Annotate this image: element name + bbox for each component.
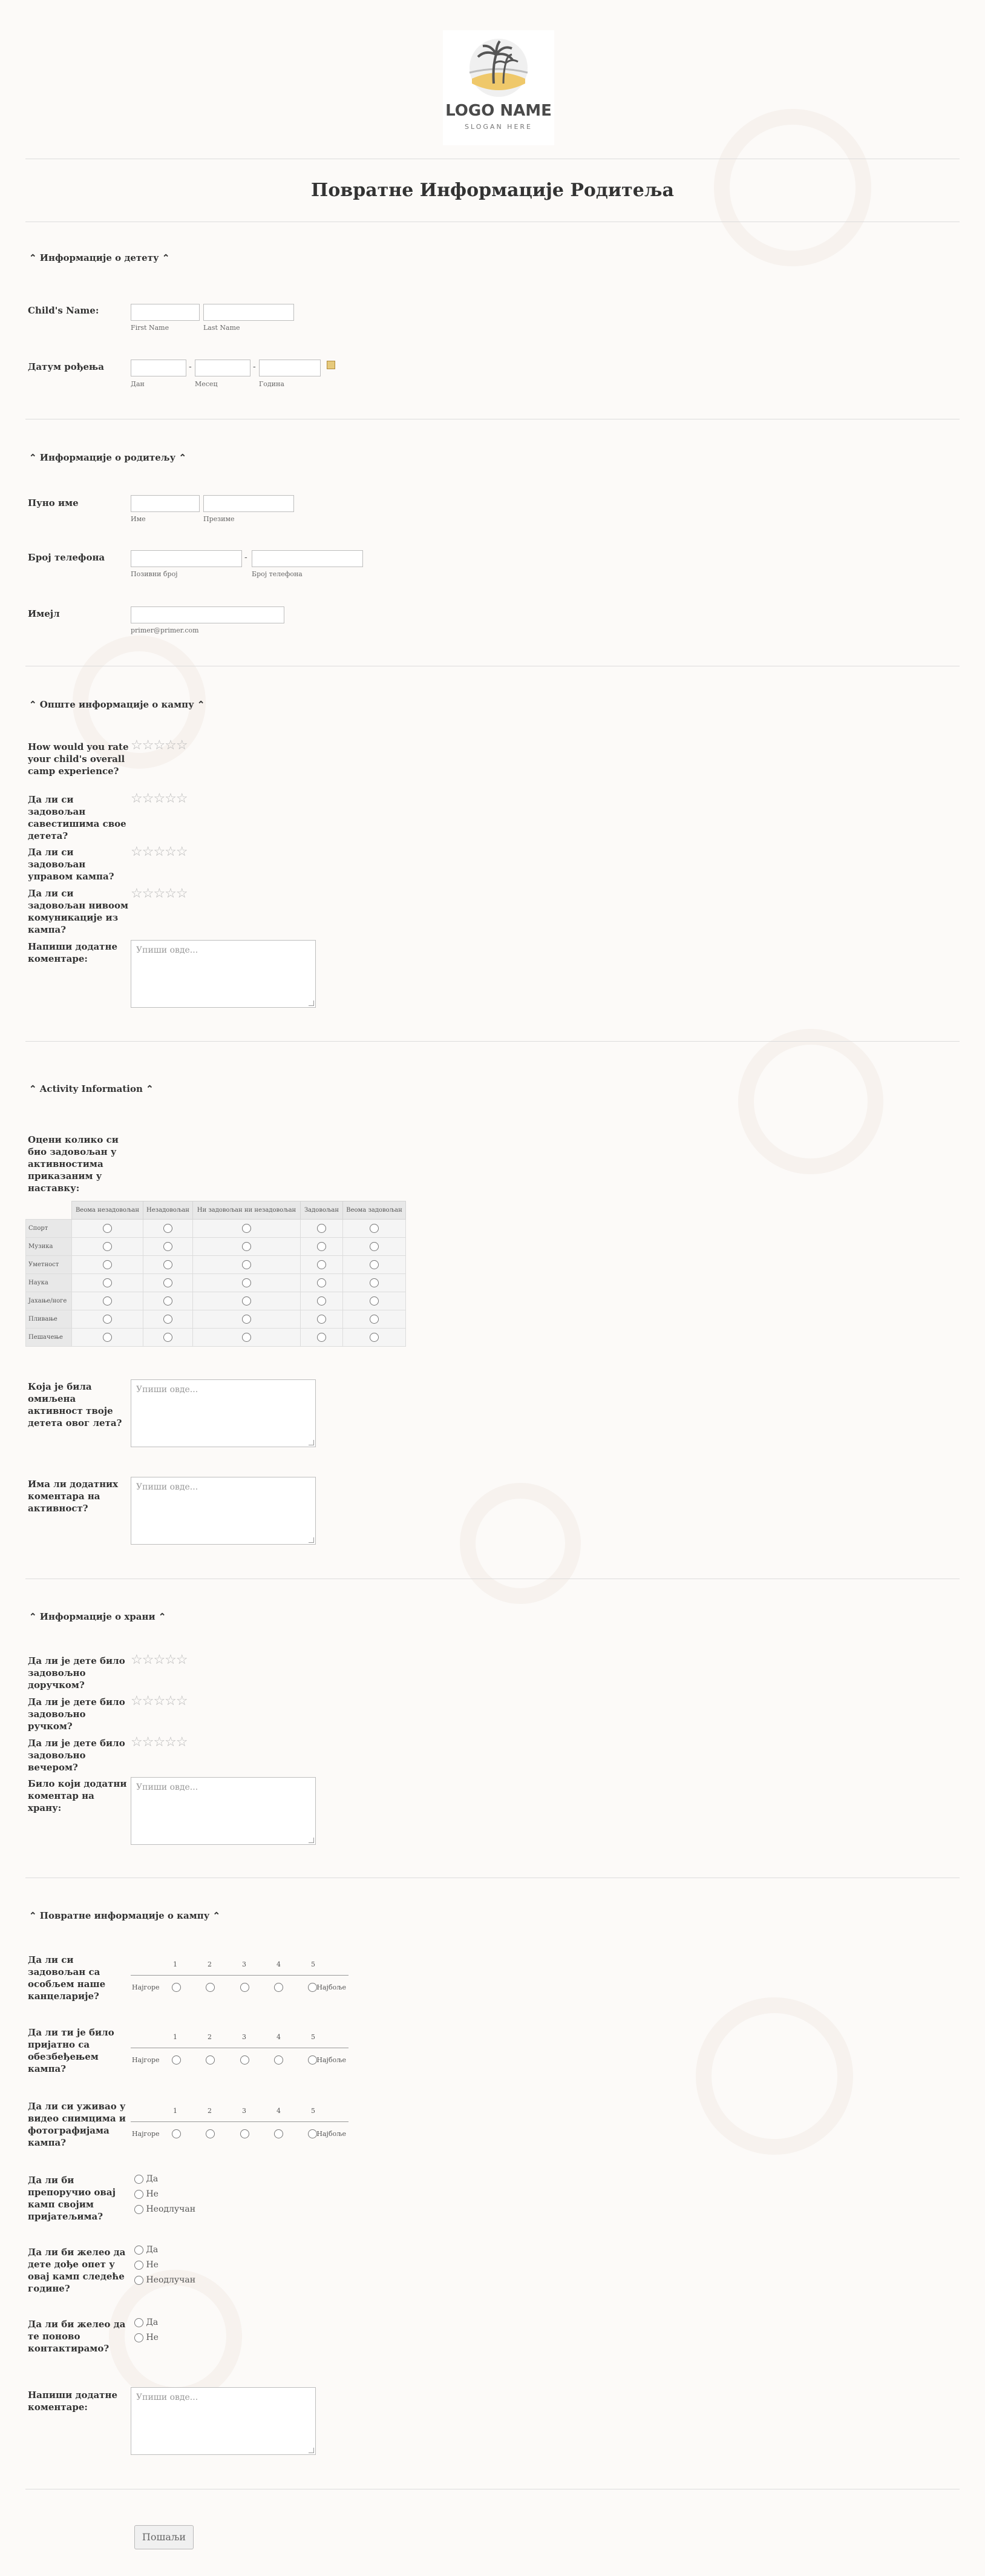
- scale-number: 1: [173, 2107, 177, 2115]
- radio-button[interactable]: [134, 2276, 143, 2285]
- office-staff-label: Да ли си задовољан са особљем наше канцеларије?: [28, 1954, 106, 2002]
- day-sublabel: Дан: [131, 380, 145, 388]
- matrix-radio[interactable]: [163, 1278, 172, 1287]
- matrix-column-header: Ни задовољан ни незадовољан: [193, 1201, 301, 1220]
- radio-option[interactable]: [134, 2172, 195, 2187]
- camp-comments-textarea[interactable]: Упиши овде...: [131, 940, 316, 1008]
- matrix-row: [26, 1292, 406, 1310]
- matrix-row-label: Пливање: [26, 1310, 72, 1329]
- radio-option[interactable]: [134, 2273, 195, 2288]
- radio-option-label: Неодлучан: [146, 2275, 196, 2285]
- email-sublabel: primer@primer.com: [131, 626, 199, 634]
- radio-option[interactable]: [134, 2202, 195, 2217]
- activity-satisfaction-matrix: [25, 1201, 406, 1347]
- dob-label: Датум рођења: [28, 361, 104, 372]
- security-scale: [131, 2033, 349, 2072]
- section-title-feedback: Повратне информације о кампу: [39, 1910, 210, 1921]
- scale-radio[interactable]: [206, 2129, 215, 2138]
- scale-number: 4: [277, 2033, 281, 2041]
- last-name-sublabel: Last Name: [203, 324, 240, 332]
- star-rating-icon[interactable]: ☆☆☆☆☆: [131, 844, 188, 859]
- radio-option-label: Не: [146, 2189, 159, 2199]
- first-name-sublabel: Име: [131, 515, 146, 523]
- matrix-column-header: Веома незадовољан: [72, 1201, 143, 1220]
- matrix-row-label: Јахање/ноге: [26, 1292, 72, 1310]
- radio-option[interactable]: [134, 2242, 195, 2258]
- activity-comments-textarea[interactable]: Упиши овде...: [131, 1477, 316, 1545]
- matrix-radio[interactable]: [370, 1242, 379, 1251]
- matrix-radio[interactable]: [103, 1260, 112, 1269]
- camp-rating-label: How would you rate your child's overall camp experience?: [28, 741, 129, 777]
- scale-radio[interactable]: [308, 2055, 317, 2065]
- contact-again-label: Да ли би желео да те поново контактирамо?: [28, 2319, 126, 2354]
- matrix-radio[interactable]: [103, 1224, 112, 1233]
- scale-radio[interactable]: [172, 2129, 181, 2138]
- matrix-radio[interactable]: [103, 1333, 112, 1342]
- matrix-radio[interactable]: [317, 1260, 326, 1269]
- matrix-radio[interactable]: [103, 1242, 112, 1251]
- matrix-row-label: Пешачење: [26, 1329, 72, 1347]
- scale-radio[interactable]: [206, 1983, 215, 1992]
- radio-button[interactable]: [134, 2205, 143, 2214]
- food-comments-textarea[interactable]: Упиши овде...: [131, 1777, 316, 1845]
- scale-number: 2: [208, 2033, 212, 2041]
- contact-again-options: [134, 2315, 159, 2345]
- matrix-radio[interactable]: [242, 1333, 251, 1342]
- radio-button[interactable]: [134, 2333, 143, 2342]
- phone-number-sublabel: Број телефона: [252, 570, 303, 578]
- matrix-radio[interactable]: [163, 1260, 172, 1269]
- matrix-radio[interactable]: [317, 1278, 326, 1287]
- recommend-label: Да ли би препоручио овај камп својим пријатељима?: [28, 2175, 116, 2222]
- star-rating-icon[interactable]: ☆☆☆☆☆: [131, 886, 188, 901]
- calendar-icon[interactable]: [327, 361, 335, 369]
- scale-best: Најбоље: [316, 2056, 346, 2064]
- dinner-rating-label: Да ли је дете било задовољно вечером?: [28, 1738, 125, 1773]
- scale-number: 2: [208, 1960, 212, 1968]
- star-rating-icon[interactable]: ☆☆☆☆☆: [131, 1735, 188, 1750]
- matrix-radio[interactable]: [317, 1333, 326, 1342]
- feedback-comments-label: Напиши додатне коментаре:: [28, 2390, 118, 2413]
- phone-number-input[interactable]: [252, 550, 363, 567]
- child-last-name-input[interactable]: [203, 304, 294, 321]
- email-input[interactable]: [131, 606, 284, 623]
- logo: [443, 30, 554, 145]
- dob-day-input[interactable]: [131, 360, 186, 376]
- dob-separator: -: [189, 362, 192, 372]
- palm-beach-logo-icon: [467, 36, 530, 99]
- star-rating-icon[interactable]: ☆☆☆☆☆: [131, 738, 188, 753]
- matrix-header-row: [26, 1201, 406, 1220]
- star-rating-icon[interactable]: ☆☆☆☆☆: [131, 1694, 188, 1709]
- section-title-child: Информације о детету: [39, 252, 159, 263]
- scale-radios: [172, 2055, 317, 2065]
- matrix-row-label: Спорт: [26, 1220, 72, 1238]
- matrix-radio[interactable]: [370, 1315, 379, 1324]
- matrix-column-header: Задовољан: [301, 1201, 343, 1220]
- parent-last-name-input[interactable]: [203, 495, 294, 512]
- scale-numbers: [173, 2033, 315, 2041]
- camp-comments-label: Напиши додатне коментаре:: [28, 941, 118, 964]
- matrix-radio[interactable]: [242, 1315, 251, 1324]
- scale-radio[interactable]: [240, 2055, 249, 2065]
- scale-worst: Најгоре: [132, 2056, 160, 2064]
- scale-radio[interactable]: [308, 1983, 317, 1992]
- section-toggle-feedback[interactable]: ⌃ Повратне информације о кампу ⌃: [29, 1910, 221, 1921]
- parent-first-name-input[interactable]: [131, 495, 200, 512]
- child-first-name-input[interactable]: [131, 304, 200, 321]
- scale-number: 3: [242, 2107, 246, 2115]
- activity-matrix-label: Оцени колико си био задовољан у активностима приказаним у наставку:: [28, 1134, 119, 1194]
- scale-number: 4: [277, 2107, 281, 2115]
- background-watermark: [696, 1997, 853, 2155]
- background-watermark: [460, 1483, 581, 1604]
- page-title: Повратне Информације Родитеља: [311, 180, 674, 201]
- star-rating-icon[interactable]: ☆☆☆☆☆: [131, 1652, 188, 1668]
- matrix-radio[interactable]: [370, 1260, 379, 1269]
- scale-number: 1: [173, 2033, 177, 2041]
- radio-button[interactable]: [134, 2261, 143, 2270]
- matrix-radio[interactable]: [242, 1260, 251, 1269]
- scale-radio[interactable]: [240, 2129, 249, 2138]
- section-toggle-activity[interactable]: ⌃ Activity Information ⌃: [29, 1083, 154, 1094]
- radio-option[interactable]: [134, 2187, 195, 2202]
- communication-rating-label: Да ли си задовољан нивоом комуникације из кампа?: [28, 888, 129, 935]
- first-name-sublabel: First Name: [131, 324, 169, 332]
- radio-button[interactable]: [134, 2246, 143, 2255]
- scale-radio[interactable]: [240, 1983, 249, 1992]
- month-sublabel: Месец: [195, 380, 218, 388]
- media-scale: [131, 2107, 349, 2146]
- scale-radio[interactable]: [274, 1983, 283, 1992]
- matrix-radio[interactable]: [163, 1315, 172, 1324]
- background-watermark: [738, 1029, 883, 1174]
- logo-name: LOGO NAME: [445, 102, 552, 120]
- scale-numbers: [173, 2107, 315, 2115]
- security-label: Да ли ти је било пријатно са обезбеђењем кампа?: [28, 2027, 114, 2074]
- section-toggle-food[interactable]: ⌃ Информације о храни ⌃: [29, 1611, 166, 1622]
- section-title-parent: Информације о родитељу: [39, 452, 176, 463]
- matrix-row-label: Музика: [26, 1238, 72, 1256]
- scale-number: 3: [242, 1960, 246, 1968]
- section-title-camp: Опште информације о кампу: [39, 699, 194, 710]
- counselors-rating-label: Да ли си задовољан савестишима свое детета?: [28, 794, 126, 841]
- section-toggle-child[interactable]: ⌃ Информације о детету ⌃: [29, 252, 170, 263]
- matrix-radio[interactable]: [370, 1333, 379, 1342]
- return-next-year-label: Да ли би желео да дете дође опет у овај камп следеће године?: [28, 2247, 126, 2294]
- section-toggle-parent[interactable]: ⌃ Информације о родитељу ⌃: [29, 452, 187, 463]
- radio-button[interactable]: [134, 2190, 143, 2199]
- favorite-activity-textarea[interactable]: Упиши овде...: [131, 1379, 316, 1447]
- matrix-row-label: Наука: [26, 1274, 72, 1292]
- scale-radio[interactable]: [172, 1983, 181, 1992]
- divider: [25, 1041, 960, 1042]
- scale-worst: Најгоре: [132, 1983, 160, 1991]
- media-label: Да ли си уживао у видео снимцима и фотографијама кампа?: [28, 2101, 126, 2148]
- scale-radios: [172, 2129, 317, 2138]
- matrix-radio[interactable]: [242, 1278, 251, 1287]
- logo-slogan: SLOGAN HERE: [465, 123, 532, 131]
- radio-option-label: Да: [146, 2318, 159, 2327]
- dob-month-input[interactable]: [195, 360, 250, 376]
- feedback-comments-textarea[interactable]: Упиши овде...: [131, 2387, 316, 2455]
- radio-option-label: Да: [146, 2245, 159, 2255]
- scale-number: 4: [277, 1960, 281, 1968]
- matrix-row: [26, 1256, 406, 1274]
- radio-option-label: Не: [146, 2333, 159, 2342]
- dob-separator: -: [253, 362, 256, 372]
- matrix-radio[interactable]: [317, 1296, 326, 1306]
- matrix-radio[interactable]: [317, 1224, 326, 1233]
- matrix-radio[interactable]: [163, 1333, 172, 1342]
- star-rating-icon[interactable]: ☆☆☆☆☆: [131, 791, 188, 806]
- matrix-radio[interactable]: [163, 1224, 172, 1233]
- matrix-row: [26, 1274, 406, 1292]
- matrix-corner: [26, 1201, 72, 1220]
- management-rating-label: Да ли си задовољан управом кампа?: [28, 847, 114, 882]
- scale-best: Најбоље: [316, 2130, 346, 2138]
- matrix-radio[interactable]: [103, 1315, 112, 1324]
- radio-option-label: Да: [146, 2174, 159, 2184]
- section-toggle-camp[interactable]: ⌃ Опште информације о кампу ⌃: [29, 699, 205, 710]
- phone-separator: -: [244, 553, 247, 562]
- matrix-radio[interactable]: [370, 1224, 379, 1233]
- phone-area-input[interactable]: [131, 550, 242, 567]
- matrix-radio[interactable]: [317, 1315, 326, 1324]
- matrix-row-label: Уметност: [26, 1256, 72, 1274]
- submit-button[interactable]: Пошаљи: [134, 2525, 194, 2549]
- scale-number: 1: [173, 1960, 177, 1968]
- matrix-column-header: Незадовољан: [143, 1201, 193, 1220]
- section-title-food: Информације о храни: [39, 1611, 155, 1622]
- scale-best: Најбоље: [316, 1983, 346, 1991]
- dob-year-input[interactable]: [259, 360, 321, 376]
- matrix-radio[interactable]: [370, 1296, 379, 1306]
- year-sublabel: Година: [259, 380, 284, 388]
- scale-radio[interactable]: [206, 2055, 215, 2065]
- parent-name-label: Пуно име: [28, 498, 79, 508]
- matrix-radio[interactable]: [317, 1242, 326, 1251]
- email-label: Имејл: [28, 608, 60, 619]
- scale-line: [131, 2121, 349, 2122]
- favorite-activity-label: Која је била омиљена активност твоје детета овог лета?: [28, 1381, 122, 1428]
- section-title-activity: Activity Information: [39, 1083, 143, 1094]
- scale-radio[interactable]: [274, 2129, 283, 2138]
- scale-number: 5: [311, 2033, 315, 2041]
- matrix-radio[interactable]: [163, 1296, 172, 1306]
- last-name-sublabel: Презиме: [203, 515, 235, 523]
- scale-line: [131, 1975, 349, 1976]
- radio-option[interactable]: [134, 2315, 159, 2330]
- matrix-radio[interactable]: [242, 1296, 251, 1306]
- child-name-label: Child's Name:: [28, 305, 99, 316]
- breakfast-rating-label: Да ли је дете било задовољно доручком?: [28, 1655, 125, 1690]
- return-next-year-options: [134, 2242, 195, 2288]
- radio-option-label: Не: [146, 2260, 159, 2270]
- matrix-radio[interactable]: [242, 1242, 251, 1251]
- matrix-column-header: Веома задовољан: [343, 1201, 406, 1220]
- food-comments-label: Било који додатни коментар на храну:: [28, 1778, 127, 1813]
- scale-worst: Најгоре: [132, 2130, 160, 2138]
- activity-comments-label: Има ли додатних коментара на активност?: [28, 1479, 119, 1514]
- radio-option-label: Неодлучан: [146, 2204, 196, 2214]
- matrix-row: [26, 1238, 406, 1256]
- scale-number: 5: [311, 1960, 315, 1968]
- phone-label: Број телефона: [28, 552, 105, 563]
- scale-number: 2: [208, 2107, 212, 2115]
- lunch-rating-label: Да ли је дете било задовољно ручком?: [28, 1697, 125, 1732]
- recommend-options: [134, 2172, 195, 2217]
- scale-numbers: [173, 1960, 315, 1968]
- matrix-radio[interactable]: [103, 1278, 112, 1287]
- radio-option[interactable]: [134, 2258, 195, 2273]
- scale-radio[interactable]: [308, 2129, 317, 2138]
- matrix-radio[interactable]: [103, 1296, 112, 1306]
- matrix-row: [26, 1310, 406, 1329]
- matrix-radio[interactable]: [163, 1242, 172, 1251]
- scale-radios: [172, 1983, 317, 1992]
- matrix-row: [26, 1220, 406, 1238]
- area-code-sublabel: Позивни број: [131, 570, 178, 578]
- scale-radio[interactable]: [172, 2055, 181, 2065]
- matrix-radio[interactable]: [242, 1224, 251, 1233]
- scale-radio[interactable]: [274, 2055, 283, 2065]
- scale-number: 5: [311, 2107, 315, 2115]
- radio-button[interactable]: [134, 2175, 143, 2184]
- scale-number: 3: [242, 2033, 246, 2041]
- office-staff-scale: [131, 1960, 349, 1999]
- radio-option[interactable]: [134, 2330, 159, 2345]
- radio-button[interactable]: [134, 2318, 143, 2327]
- matrix-row: [26, 1329, 406, 1347]
- matrix-radio[interactable]: [370, 1278, 379, 1287]
